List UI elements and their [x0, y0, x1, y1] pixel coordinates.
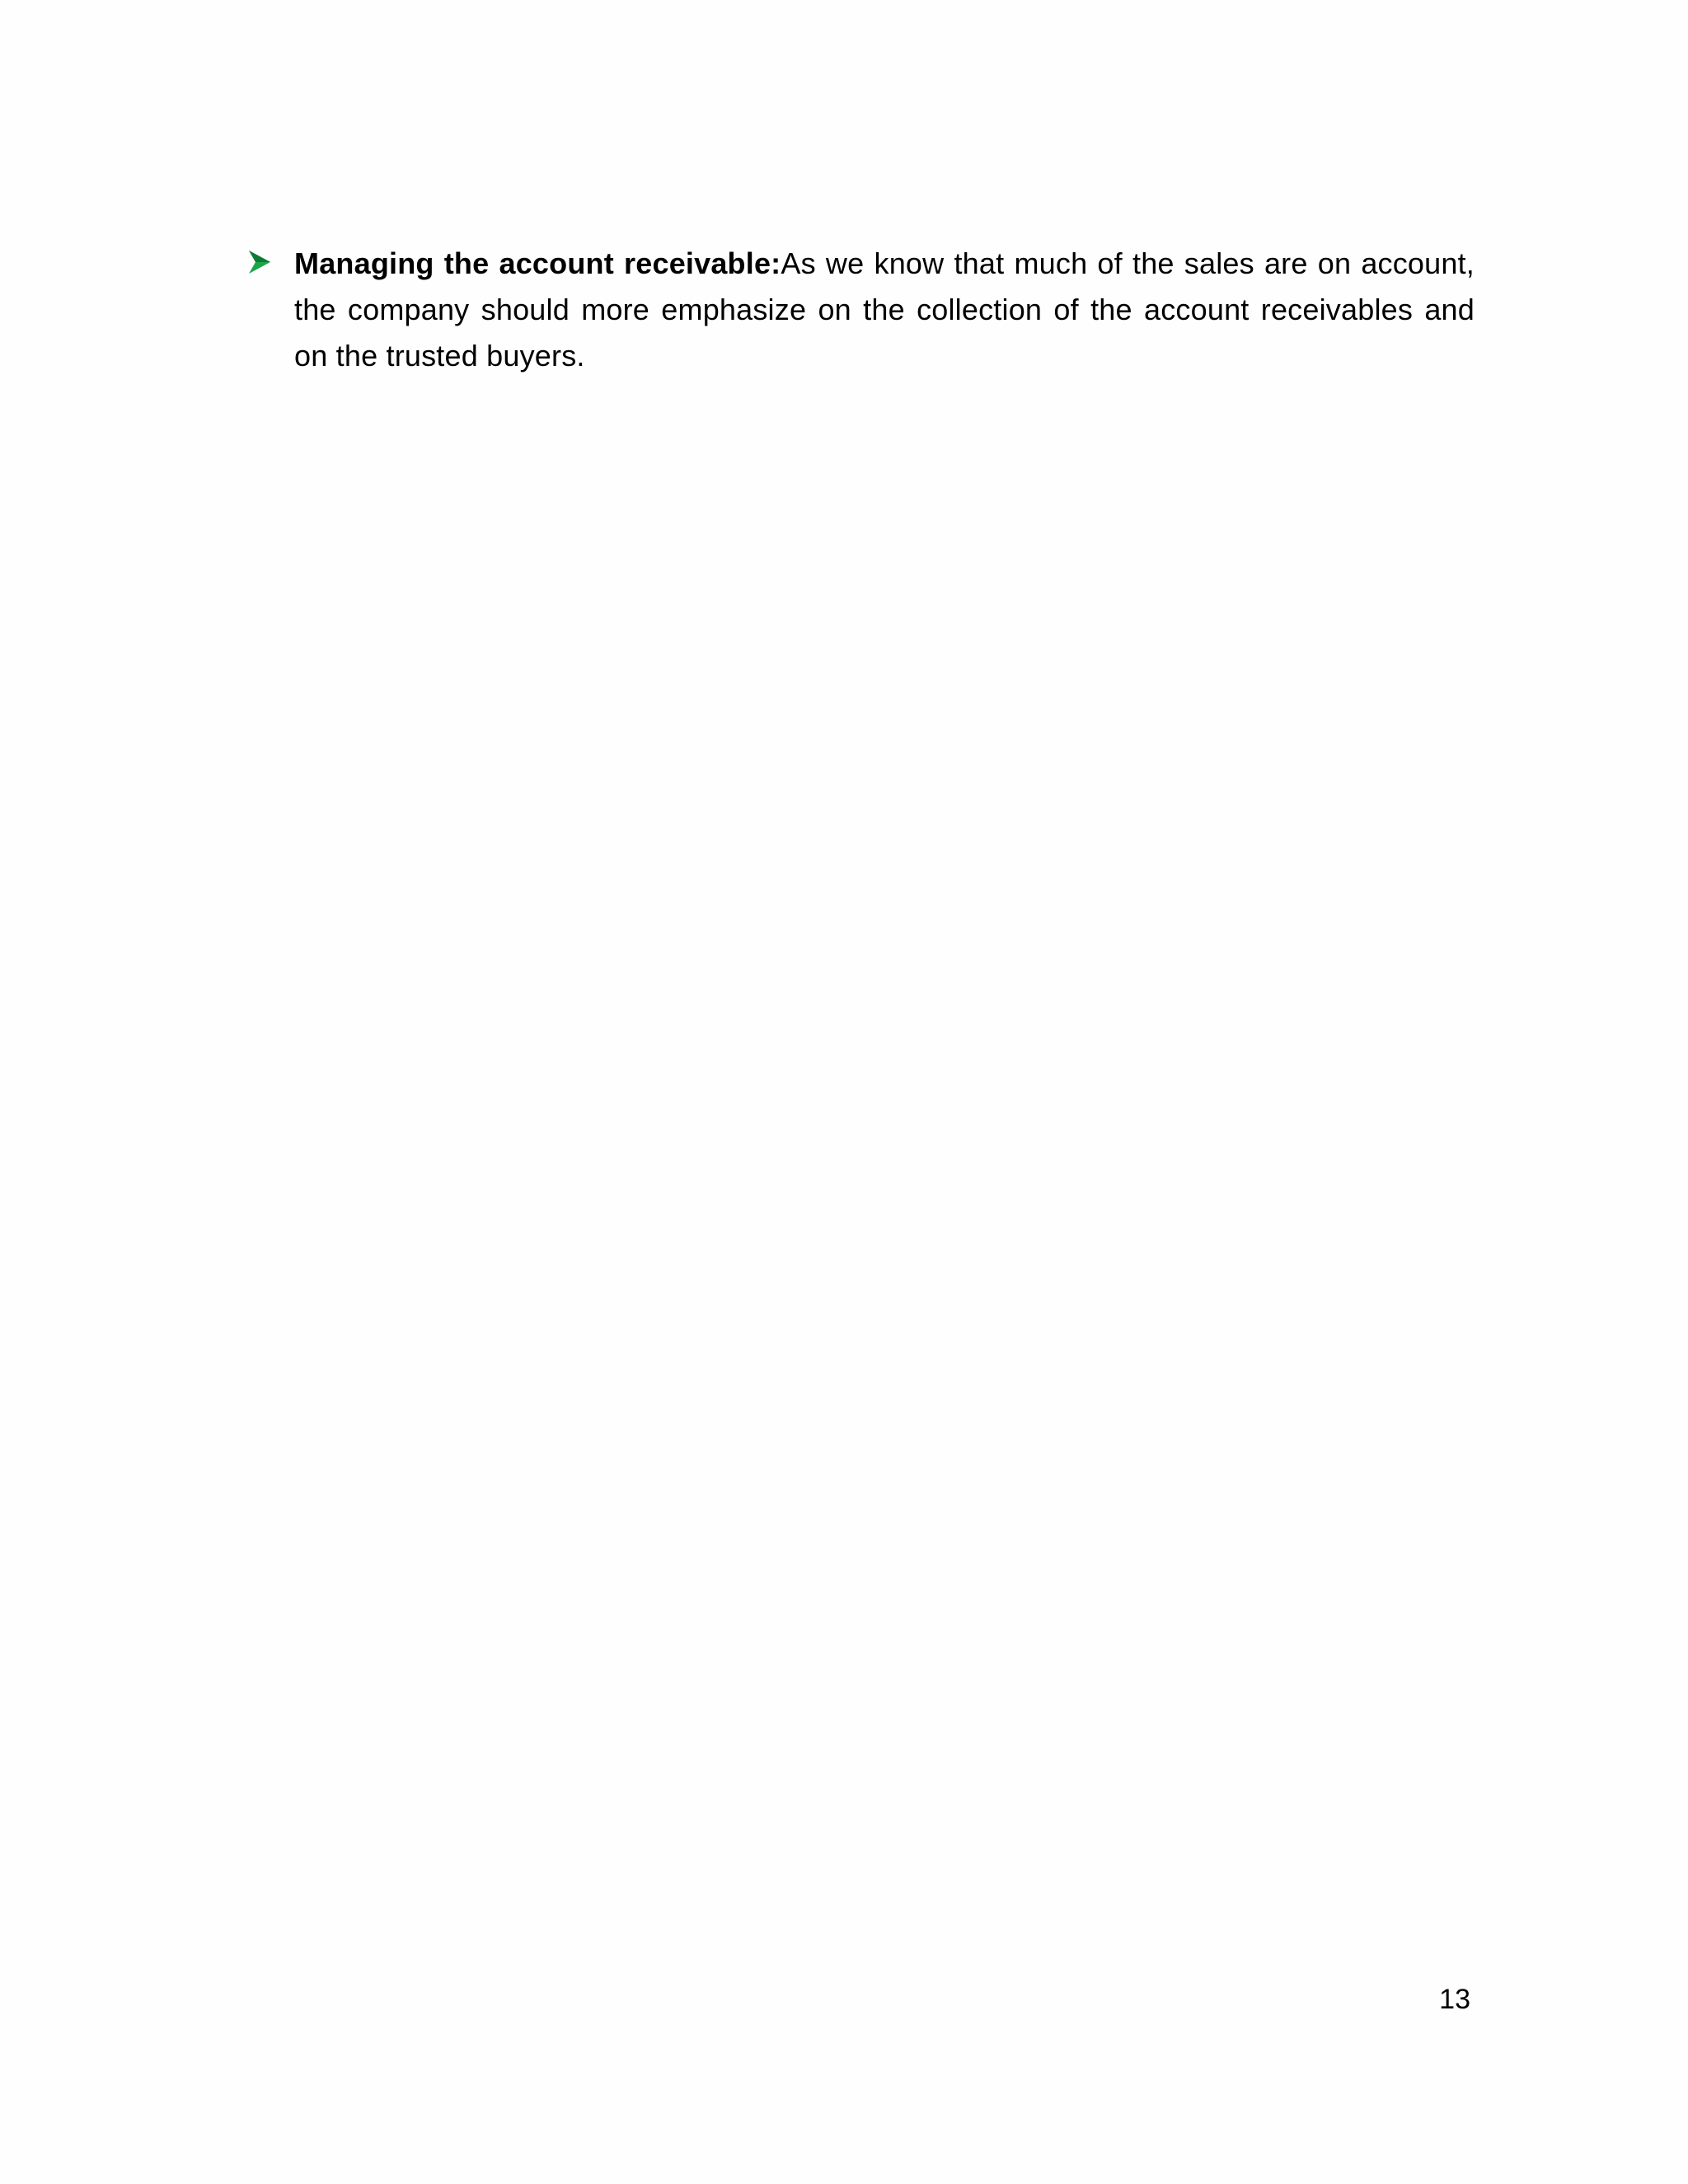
bullet-paragraph: [294, 241, 1475, 379]
bullet-lead-heading: Managing the account receivable:: [294, 246, 781, 280]
page-number: 13: [1439, 1984, 1470, 2015]
arrowhead-bullet-icon: [247, 249, 272, 275]
bullet-body-text: As we know that much of the sales are on account, the company should more emphasize on the collection of the account receivables and on the trusted buyers.: [294, 246, 1475, 373]
